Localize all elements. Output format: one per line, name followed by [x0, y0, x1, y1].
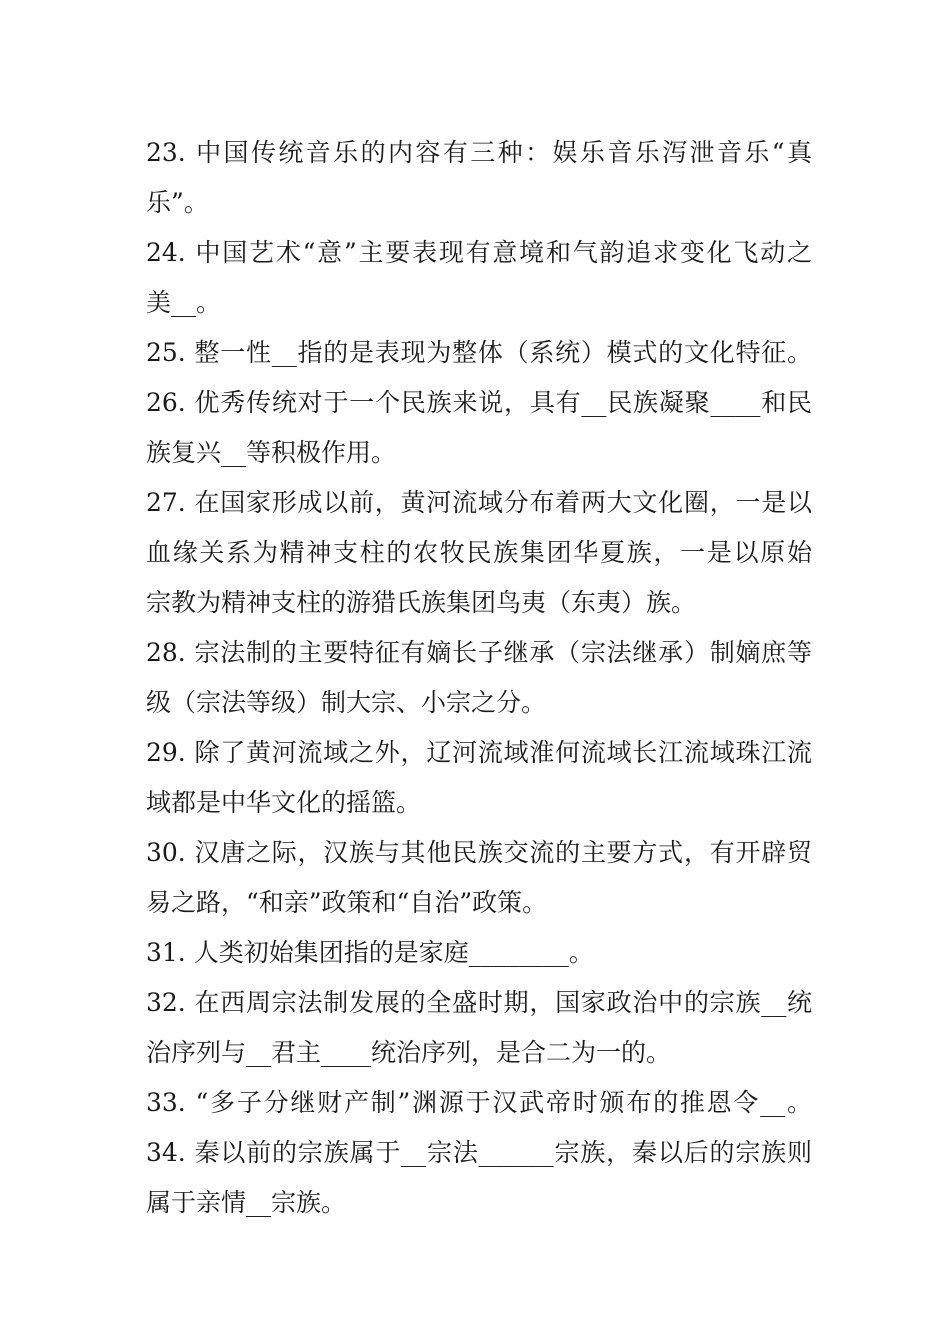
text-line: 30. 汉唐之际，汉族与其他民族交流的主要方式，有开辟贸: [146, 838, 812, 867]
text-line: 27. 在国家形成以前，黄河流域分布着两大文化圈，一是以: [146, 488, 812, 517]
text-line: 28. 宗法制的主要特征有嫡长子继承（宗法继承）制嫡庶等: [146, 638, 812, 667]
text-line: 属于亲情__宗族。: [146, 1188, 347, 1217]
text-line: 易之路，“和亲”政策和“自治”政策。: [146, 888, 548, 917]
text-line: 域都是中华文化的摇篮。: [146, 788, 422, 817]
text-line: 族复兴__等积极作用。: [146, 438, 397, 467]
text-line: 25. 整一性__指的是表现为整体（系统）模式的文化特征。: [146, 338, 812, 367]
text-line: 宗教为精神支柱的游猎氏族集团鸟夷（东夷）族。: [146, 588, 697, 617]
text-line: 级（宗法等级）制大宗、小宗之分。: [146, 688, 547, 717]
text-line: 33. “多子分继财产制”渊源于汉武帝时颁布的推恩令__。: [146, 1088, 812, 1117]
document-body: [146, 128, 812, 1228]
text-line: 血缘关系为精神支柱的农牧民族集团华夏族，一是以原始: [146, 538, 812, 567]
text-line: 26. 优秀传统对于一个民族来说，具有__民族凝聚____和民: [146, 388, 812, 417]
text-line: 美__。: [146, 288, 222, 317]
text-line: 乐”。: [146, 188, 209, 217]
text-line: 32. 在西周宗法制发展的全盛时期，国家政治中的宗族__统: [146, 988, 812, 1017]
text-line: 34. 秦以前的宗族属于__宗法______宗族，秦以后的宗族则: [146, 1138, 812, 1167]
text-line: 31. 人类初始集团指的是家庭________。: [146, 938, 594, 967]
text-line: 23. 中国传统音乐的内容有三种：娱乐音乐泻泄音乐“真: [146, 138, 812, 167]
text-line: 治序列与__君主____统治序列，是合二为一的。: [146, 1038, 672, 1067]
text-line: 24. 中国艺术“意”主要表现有意境和气韵追求变化飞动之: [146, 238, 812, 267]
text-line: 29. 除了黄河流域之外，辽河流域淮何流域长江流域珠江流: [146, 738, 812, 767]
